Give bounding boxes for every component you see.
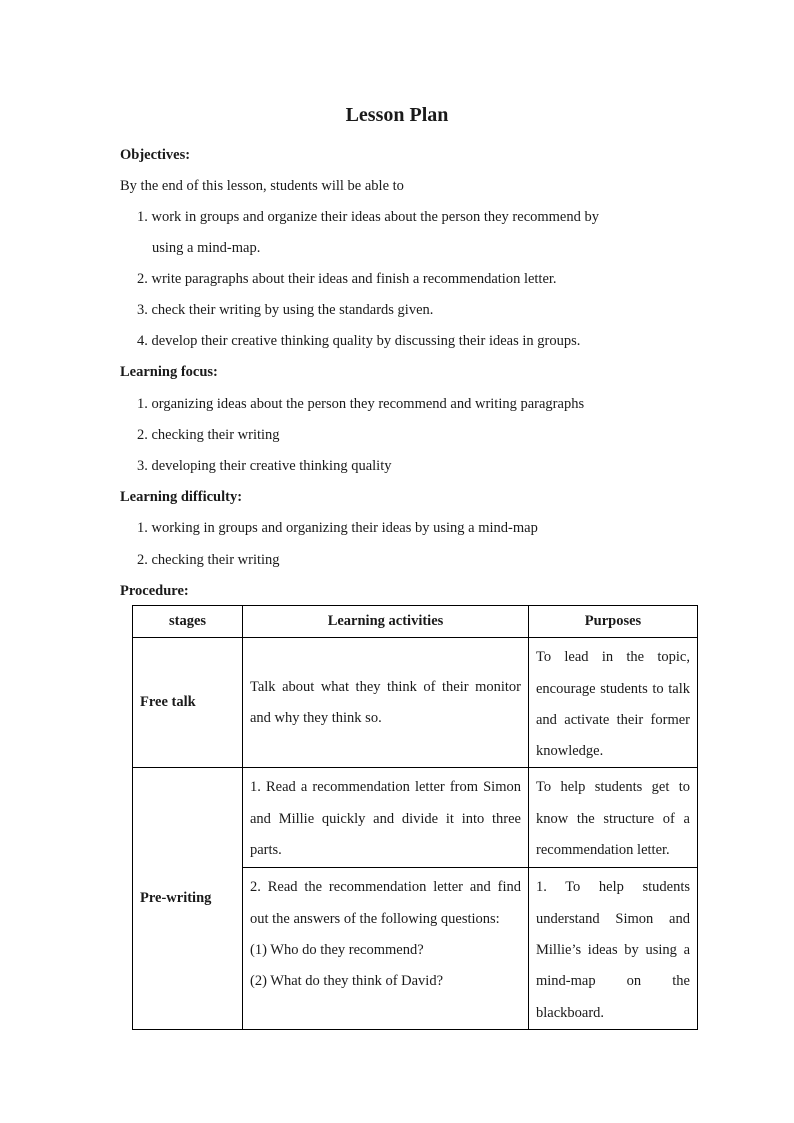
learning-focus-heading: Learning focus:: [120, 364, 218, 380]
objective-item-continuation: using a mind-map.: [152, 240, 261, 256]
difficulty-item: 1. working in groups and organizing their ideas by using a mind-map: [137, 520, 538, 536]
objective-item: 2. write paragraphs about their ideas and finish a recommendation letter.: [137, 271, 557, 287]
page-title: Lesson Plan: [345, 104, 449, 126]
objectives-heading: Objectives:: [120, 147, 191, 163]
objective-item: 4. develop their creative thinking quality by discussing their ideas in groups.: [137, 333, 581, 349]
activity-line: 2. Read the recommendation letter and find out the answers of the following questions:: [250, 879, 521, 927]
activity-cell: [243, 868, 529, 1029]
column-header-stages: stages: [133, 606, 243, 638]
objectives-intro: By the end of this lesson, students will be able to: [120, 178, 404, 194]
procedure-table: [132, 605, 698, 1030]
activity-cell: Talk about what they think of their monitor and why they think so.: [243, 638, 529, 768]
purpose-cell: To lead in the topic, encourage students to talk and activate their former knowledge.: [529, 638, 698, 768]
table-row: [133, 638, 698, 768]
activity-line: (2) What do they think of David?: [250, 973, 444, 990]
difficulty-item: 2. checking their writing: [137, 552, 280, 568]
stage-cell: Pre-writing: [133, 768, 243, 1029]
stage-cell: Free talk: [133, 638, 243, 768]
procedure-heading: Procedure:: [120, 583, 189, 599]
activity-line: (1) Who do they recommend?: [250, 942, 424, 959]
focus-item: 3. developing their creative thinking quality: [137, 458, 392, 474]
focus-item: 2. checking their writing: [137, 427, 280, 443]
objective-item: 3. check their writing by using the standards given.: [137, 302, 434, 318]
table-header-row: [133, 606, 698, 638]
focus-item: 1. organizing ideas about the person they recommend and writing paragraphs: [137, 396, 585, 412]
purpose-cell: To help students get to know the structure of a recommendation letter.: [529, 768, 698, 868]
column-header-activities: Learning activities: [243, 606, 529, 638]
table-row: [133, 768, 698, 868]
activity-cell: 1. Read a recommendation letter from Simon and Millie quickly and divide it into three parts.: [243, 768, 529, 868]
learning-difficulty-heading: Learning difficulty:: [120, 489, 243, 505]
purpose-cell: 1. To help students understand Simon and Millie’s ideas by using a mind-map on the blackboard.: [529, 868, 698, 1029]
column-header-purposes: Purposes: [529, 606, 698, 638]
objective-item: 1. work in groups and organize their ideas about the person they recommend by: [137, 209, 599, 225]
